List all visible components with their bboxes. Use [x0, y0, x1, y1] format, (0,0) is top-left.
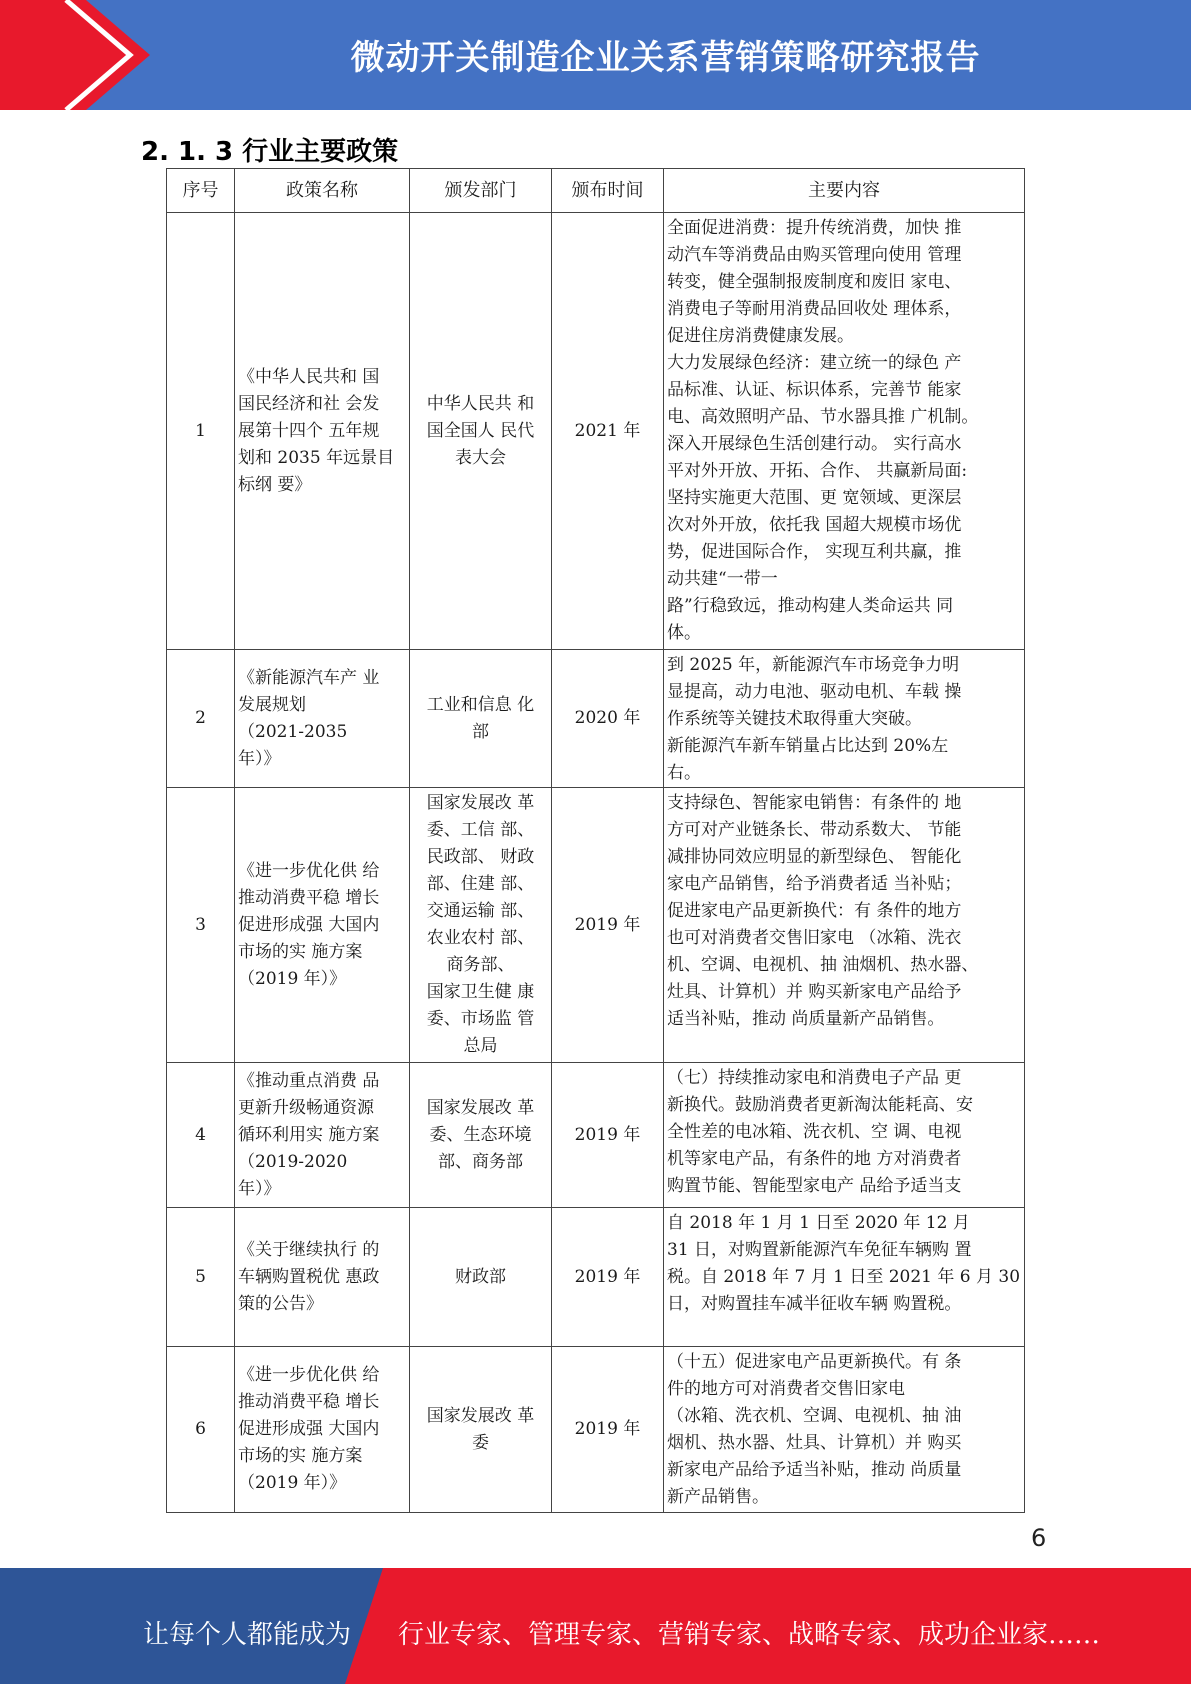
main-content-cell-line: 全性差的电冰箱、洗衣机、空 调、电视 [667, 1122, 962, 1142]
policy-name-cell-line: （2019-2020 [238, 1151, 348, 1172]
main-content-cell-line: 新产品销售。 [667, 1487, 769, 1507]
main-content-cell [664, 1208, 1025, 1347]
main-content-cell-line: 全面促进消费：提升传统消费，加快 推 [667, 218, 962, 238]
policy-name-cell-line: 市场的实 施方案 [238, 941, 363, 962]
policy-name-cell-line: 市场的实 施方案 [238, 1446, 363, 1466]
policy-name-cell-line: 发展规划 [238, 694, 306, 715]
main-content-cell-line: 促进住房消费健康发展。 [667, 326, 854, 346]
department-cell-line: 商务部、 [446, 955, 515, 975]
main-content-cell-line: 支持绿色、智能家电销售：有条件的 地 [667, 793, 962, 813]
department-cell [410, 1208, 552, 1347]
main-content-cell [664, 650, 1025, 788]
department-cell-line: 国家发展改 革 [426, 793, 535, 813]
main-content-cell-line: 31 日，对购置新能源汽车免征车辆购 置 [667, 1240, 972, 1260]
main-content-cell-line: 件的地方可对消费者交售旧家电 [667, 1379, 905, 1399]
department-cell-line: 委、市场监 管 [426, 1009, 535, 1029]
policy-name-cell-line: 划和 2035 年远景目 [238, 447, 395, 468]
table-row [167, 1347, 1025, 1513]
department-cell-line: 委、生态环境 [429, 1124, 532, 1145]
header-index: 序号 [167, 169, 235, 213]
main-content-cell-line: 减排协同效应明显的新型绿色、 智能化 [667, 847, 962, 867]
footer-slogan-left: 让每个人都能成为 [143, 1620, 352, 1650]
policy-name-cell-line: 策的公告》 [238, 1293, 323, 1314]
main-content-cell [664, 788, 1025, 1063]
department-cell-line: 表大会 [455, 447, 506, 468]
row-index: 1 [167, 213, 235, 650]
policy-name-cell-line: 《新能源汽车产 业 [238, 667, 380, 688]
main-content-cell-line: 方可对产业链条长、带动系数大、 节能 [667, 820, 962, 840]
policy-name-cell [235, 1063, 410, 1208]
policy-name-cell-line: 《推动重点消费 品 [238, 1070, 380, 1091]
main-content-cell-line: 动汽车等消费品由购买管理向使用 管理 [667, 245, 962, 265]
department-cell-line: 部、住建 部、 [426, 874, 535, 894]
main-content-cell-line: 电、高效照明产品、节水器具推 广机制。 [667, 407, 979, 427]
policy-name-cell-line: （2019 年）》 [238, 968, 347, 989]
table-row [167, 1063, 1025, 1208]
department-cell-line: 委 [472, 1432, 489, 1453]
row-index: 5 [167, 1208, 235, 1347]
main-content-cell-line: 购置节能、智能型家电产 品给予适当支 [667, 1176, 962, 1196]
row-index: 6 [167, 1347, 235, 1513]
policy-name-cell-line: （2019 年）》 [238, 1473, 347, 1493]
main-content-cell [664, 1347, 1025, 1513]
department-cell-line: 部 [472, 721, 489, 742]
department-cell-line: 国家卫生健 康 [426, 982, 535, 1002]
footer-slogan-right: 行业专家、管理专家、营销专家、战略专家、成功企业家…… [398, 1620, 1101, 1650]
department-cell [410, 213, 552, 650]
policy-name-cell-line: 更新升级畅通资源 [238, 1097, 374, 1118]
main-content-cell-line: 也可对消费者交售旧家电 （冰箱、洗衣 [667, 928, 962, 948]
department-cell-line: 总局 [463, 1036, 498, 1056]
main-content-cell-line: 品标准、认证、标识体系，完善节 能家 [667, 380, 962, 400]
policy-name-cell-line: 展第十四个 五年规 [238, 420, 380, 441]
main-content-cell-line: 烟机、热水器、灶具、计算机）并 购买 [667, 1433, 962, 1453]
table-row [167, 650, 1025, 788]
department-cell-line: 工业和信息 化 [426, 694, 535, 715]
main-content-cell-line: 动共建“一带一 [667, 569, 778, 589]
department-cell-line: 国家发展改 革 [426, 1405, 535, 1426]
department-cell-line: 交通运输 部、 [426, 901, 535, 921]
policy-name-cell-line: 国民经济和社 会发 [238, 393, 380, 414]
main-content-cell-line: 适当补贴，推动 尚质量新产品销售。 [667, 1009, 945, 1029]
main-content-cell-line: 作系统等关键技术取得重大突破。 [667, 709, 922, 729]
policy-name-cell-line: 车辆购置税优 惠政 [238, 1266, 380, 1287]
main-content-cell-line: 体。 [667, 623, 701, 643]
table-row [167, 788, 1025, 1063]
main-content-cell-line: 灶具、计算机）并 购买新家电产品给予 [667, 982, 962, 1002]
policy-table [166, 168, 1025, 1513]
policy-name-cell-line: 标纲 要》 [238, 474, 312, 495]
table-row [167, 1208, 1025, 1347]
main-content-cell-line: 税。自 2018 年 7 月 1 日至 2021 年 6 月 30 [667, 1267, 1021, 1287]
main-content-cell-line: 转变，健全强制报废制度和废旧 家电、 [667, 272, 962, 292]
policy-name-cell-line: 推动消费平稳 增长 [238, 1392, 380, 1412]
main-content-cell-line: 家电产品销售，给予消费者适 当补贴； [667, 874, 962, 894]
department-cell-line: 农业农村 部、 [426, 928, 535, 948]
main-content-cell-line: 势，促进国际合作， 实现互利共赢，推 [667, 542, 962, 562]
policy-name-cell-line: （2021-2035 [238, 721, 348, 742]
main-content-cell-line: 大力发展绿色经济：建立统一的绿色 产 [667, 353, 962, 373]
department-cell [410, 1063, 552, 1208]
issue-time-cell: 2019 年 [552, 1347, 664, 1513]
main-content-cell-line: 新能源汽车新车销量占比达到 20%左 [667, 736, 949, 756]
main-content-cell-line: 自 2018 年 1 月 1 日至 2020 年 12 月 [667, 1213, 970, 1233]
main-content-cell-line: 次对外开放，依托我 国超大规模市场优 [667, 515, 962, 535]
row-index: 3 [167, 788, 235, 1063]
main-content-cell-line: 新家电产品给予适当补贴，推动 尚质量 [667, 1460, 962, 1480]
issue-time-cell: 2019 年 [552, 788, 664, 1063]
header-issue-time: 颁布时间 [552, 169, 664, 213]
report-title: 微动开关制造企业关系营销策略研究报告 [350, 38, 981, 78]
main-content-cell-line: 机等家电产品，有条件的地 方对消费者 [667, 1149, 962, 1169]
policy-name-cell-line: 《进一步优化供 给 [238, 1365, 380, 1385]
main-content-cell-line: 新换代。鼓励消费者更新淘汰能耗高、安 [667, 1095, 973, 1115]
policy-name-cell-line: 推动消费平稳 增长 [238, 887, 380, 908]
main-content-cell-line: 深入开展绿色生活创建行动。 实行高水 [667, 434, 962, 454]
issue-time-cell: 2019 年 [552, 1208, 664, 1347]
main-content-cell-line: 消费电子等耐用消费品回收处 理体系， [667, 299, 962, 319]
header-policy-name: 政策名称 [235, 169, 410, 213]
main-content-cell-line: 右。 [667, 763, 701, 783]
main-content-cell-line: 促进家电产品更新换代：有 条件的地方 [667, 901, 962, 921]
department-cell-line: 民政部、 财政 [426, 847, 535, 867]
department-cell-line: 国家发展改 革 [426, 1097, 535, 1118]
policy-name-cell-line: 促进形成强 大国内 [238, 1419, 380, 1439]
row-index: 2 [167, 650, 235, 788]
policy-name-cell-line: 《进一步优化供 给 [238, 860, 380, 881]
main-content-cell-line: 显提高，动力电池、驱动电机、车载 操 [667, 682, 962, 702]
department-cell-line: 中华人民共 和 [426, 393, 535, 414]
table-header-row [167, 169, 1025, 213]
department-cell-line: 财政部 [455, 1266, 506, 1287]
main-content-cell-line: 路”行稳致远，推动构建人类命运共 同 [667, 596, 954, 616]
policy-name-cell [235, 650, 410, 788]
main-content-cell-line: 到 2025 年，新能源汽车市场竞争力明 [667, 655, 960, 675]
main-content-cell-line: 平对外开放、开拓、合作、 共赢新局面: [667, 461, 968, 481]
department-cell-line: 部、商务部 [438, 1151, 523, 1172]
header-department: 颁发部门 [410, 169, 552, 213]
main-content-cell-line: 坚持实施更大范围、更 宽领域、更深层 [667, 488, 962, 508]
main-content-cell-line: 日，对购置挂车减半征收车辆 购置税。 [667, 1294, 962, 1314]
row-index: 4 [167, 1063, 235, 1208]
main-content-cell-line: （十五）促进家电产品更新换代。有 条 [667, 1352, 962, 1372]
policy-name-cell [235, 788, 410, 1063]
report-footer [0, 1568, 1191, 1684]
department-cell [410, 788, 552, 1063]
policy-name-cell-line: 促进形成强 大国内 [238, 914, 380, 935]
page-number: 6 [1031, 1524, 1047, 1552]
issue-time-cell: 2020 年 [552, 650, 664, 788]
department-cell [410, 1347, 552, 1513]
header-main-content: 主要内容 [664, 169, 1025, 213]
main-content-cell [664, 213, 1025, 650]
section-heading: 2. 1. 3 行业主要政策 [141, 137, 399, 167]
policy-name-cell-line: 《中华人民共和 国 [238, 366, 380, 387]
policy-name-cell-line: 循环利用实 施方案 [238, 1124, 380, 1145]
policy-name-cell-line: 年）》 [238, 748, 281, 769]
report-header [0, 0, 1191, 110]
main-content-cell [664, 1063, 1025, 1208]
policy-name-cell-line: 《关于继续执行 的 [238, 1239, 380, 1260]
department-cell-line: 国全国人 民代 [426, 420, 535, 441]
policy-name-cell-line: 年）》 [238, 1178, 281, 1199]
main-content-cell-line: 机、空调、电视机、抽 油烟机、热水器、 [667, 955, 979, 975]
main-content-cell-line: （冰箱、洗衣机、空调、电视机、抽 油 [667, 1406, 962, 1426]
main-content-cell-line: （七）持续推动家电和消费电子产品 更 [667, 1068, 962, 1088]
policy-name-cell [235, 1208, 410, 1347]
issue-time-cell: 2021 年 [552, 213, 664, 650]
department-cell [410, 650, 552, 788]
policy-name-cell [235, 1347, 410, 1513]
table-row [167, 213, 1025, 650]
department-cell-line: 委、工信 部、 [426, 820, 535, 840]
issue-time-cell: 2019 年 [552, 1063, 664, 1208]
policy-name-cell [235, 213, 410, 650]
